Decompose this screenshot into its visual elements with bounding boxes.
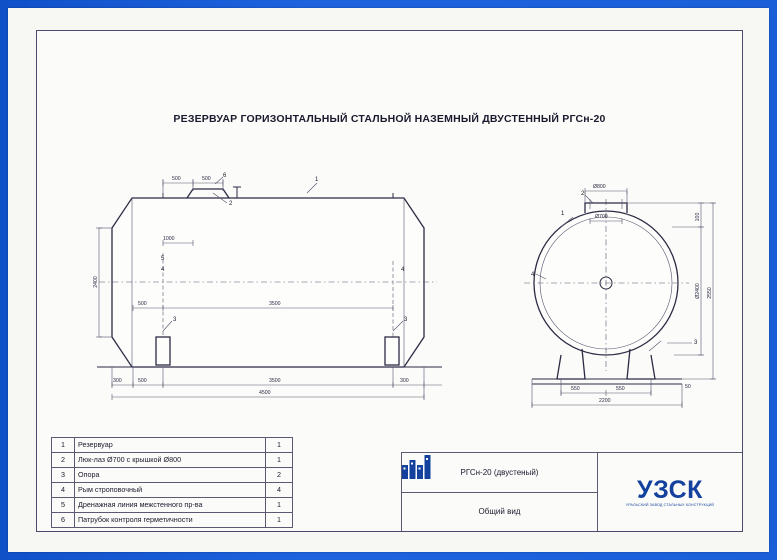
svg-text:6: 6: [223, 173, 227, 179]
table-row: [52, 498, 293, 513]
svg-text:500: 500: [138, 378, 147, 384]
svg-text:3: 3: [173, 317, 177, 323]
svg-text:1000: 1000: [163, 236, 175, 242]
svg-text:2200: 2200: [599, 398, 611, 404]
svg-text:500: 500: [202, 176, 211, 182]
svg-text:4: 4: [161, 267, 165, 273]
svg-text:4500: 4500: [259, 390, 271, 396]
svg-text:4: 4: [531, 272, 535, 278]
table-row: [52, 468, 293, 483]
svg-text:2400: 2400: [93, 276, 99, 288]
svg-text:2: 2: [581, 191, 585, 197]
spec-pos: 5: [52, 498, 75, 513]
svg-text:2550: 2550: [707, 287, 713, 299]
product-name: РГСн-20 (двустеный): [402, 453, 597, 493]
spec-qty: 1: [266, 453, 293, 468]
svg-text:500: 500: [138, 301, 147, 307]
svg-text:2: 2: [229, 201, 233, 207]
table-row: [52, 483, 293, 498]
svg-text:3500: 3500: [269, 301, 281, 307]
factory-icon: [402, 453, 432, 479]
spec-qty: 2: [266, 468, 293, 483]
spec-pos: 6: [52, 513, 75, 528]
spec-name: Дренажная линия межстенного пр-ва: [75, 498, 266, 513]
table-row: [52, 438, 293, 453]
svg-text:550: 550: [616, 386, 625, 392]
table-row: [52, 453, 293, 468]
spec-pos: 2: [52, 453, 75, 468]
spec-qty: 4: [266, 483, 293, 498]
svg-text:Ø800: Ø800: [593, 184, 606, 190]
spec-qty: 1: [266, 438, 293, 453]
drawing-frame: [36, 30, 743, 532]
svg-text:1: 1: [315, 177, 319, 183]
spec-name: Опора: [75, 468, 266, 483]
spec-pos: 1: [52, 438, 75, 453]
spec-name: Рым строповочный: [75, 483, 266, 498]
view-name: Общий вид: [478, 507, 521, 517]
spec-qty: 1: [266, 498, 293, 513]
spec-name: Патрубок контроля герметичности: [75, 513, 266, 528]
svg-text:Ø700: Ø700: [595, 214, 608, 220]
table-row: [52, 513, 293, 528]
svg-text:3: 3: [694, 340, 698, 346]
svg-text:500: 500: [172, 176, 181, 182]
svg-text:3500: 3500: [269, 378, 281, 384]
svg-text:550: 550: [571, 386, 580, 392]
svg-text:4: 4: [401, 267, 405, 273]
spec-qty: 1: [266, 513, 293, 528]
svg-text:Ø2400: Ø2400: [695, 283, 701, 299]
logo-subtitle: УРАЛЬСКИЙ ЗАВОД СТАЛЬНЫХ КОНСТРУКЦИЙ: [625, 502, 715, 507]
svg-text:3: 3: [404, 317, 408, 323]
title-block: [401, 452, 742, 531]
spec-pos: 4: [52, 483, 75, 498]
page-title: РЕЗЕРВУАР ГОРИЗОНТАЛЬНЫЙ СТАЛЬНОЙ НАЗЕМНЫЙ ДВУСТЕННЫЙ РГСн-20: [173, 113, 606, 125]
spec-name: Резервуар: [75, 438, 266, 453]
svg-text:100: 100: [695, 212, 701, 222]
drawing-sheet: [8, 8, 769, 552]
svg-text:1: 1: [561, 211, 565, 217]
svg-text:300: 300: [113, 378, 122, 384]
spec-name: Люк-лаз Ø700 с крышкой Ø800: [75, 453, 266, 468]
logo-text: УЗСК: [637, 475, 703, 504]
svg-text:300: 300: [400, 378, 409, 384]
svg-text:5: 5: [161, 256, 165, 262]
spec-pos: 3: [52, 468, 75, 483]
svg-text:50: 50: [685, 384, 691, 390]
specification-table: [51, 437, 293, 528]
company-logo: [598, 453, 742, 531]
